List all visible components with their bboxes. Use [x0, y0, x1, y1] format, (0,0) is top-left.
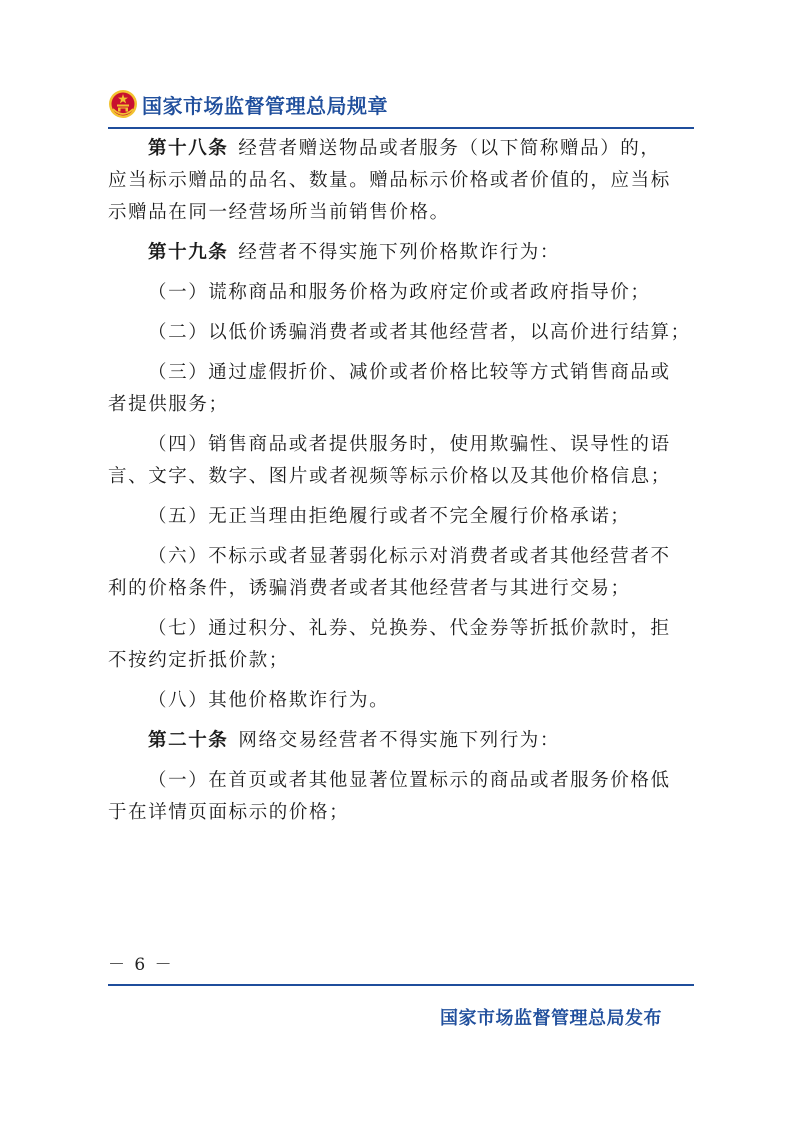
item-line: 利的价格条件，诱骗消费者或者其他经营者与其进行交易； [108, 578, 631, 599]
article-19-item-5 [108, 501, 696, 533]
article-text: 经营者赠送物品或者服务（以下简称赠品）的， [238, 138, 661, 159]
article-20-intro [108, 725, 696, 757]
article-label: 第二十条 [148, 730, 229, 751]
item-line: （七）通过积分、礼券、兑换券、代金券等折抵价款时，拒 [148, 618, 671, 639]
item-line: （一）在首页或者其他显著位置标示的商品或者服务价格低 [148, 770, 671, 791]
article-text: 经营者不得实施下列价格欺诈行为： [238, 242, 561, 263]
article-18-line: 应当标示赠品的品名、数量。赠品标示价格或者价值的，应当标 [108, 170, 671, 191]
article-19-item-3 [108, 357, 696, 421]
header-divider [108, 127, 694, 129]
item-line: （六）不标示或者显著弱化标示对消费者或者其他经营者不 [148, 546, 671, 567]
item-line: （八）其他价格欺诈行为。 [148, 690, 390, 711]
article-19-intro [108, 237, 696, 269]
item-line: （一）谎称商品和服务价格为政府定价或者政府指导价； [148, 282, 651, 303]
item-line: 者提供服务； [108, 394, 229, 415]
article-19-item-4 [108, 429, 696, 493]
article-text: 网络交易经营者不得实施下列行为： [238, 730, 561, 751]
article-19-item-6 [108, 541, 696, 605]
item-line: 不按约定折抵价款； [108, 650, 289, 671]
item-line: （四）销售商品或者提供服务时，使用欺骗性、误导性的语 [148, 434, 671, 455]
item-line: （三）通过虚假折价、减价或者价格比较等方式销售商品或 [148, 362, 671, 383]
footer-divider [108, 984, 694, 986]
document-body [108, 133, 696, 837]
article-20 [108, 725, 696, 757]
article-20-item-1 [108, 765, 696, 829]
national-emblem-icon [108, 89, 138, 119]
article-18-line: 示赠品在同一经营场所当前销售价格。 [108, 202, 450, 223]
article-18-line [108, 133, 696, 165]
item-line: （二）以低价诱骗消费者或者其他经营者，以高价进行结算； [148, 322, 691, 343]
footer-publisher: 国家市场监督管理总局发布 [440, 1008, 662, 1029]
page-number: － 6 － [108, 955, 174, 975]
item-line: 言、文字、数字、图片或者视频等标示价格以及其他价格信息； [108, 466, 671, 487]
page-header [108, 84, 388, 124]
article-label: 第十八条 [148, 138, 229, 159]
article-19-item-2 [108, 317, 696, 349]
article-19-item-7 [108, 613, 696, 677]
header-title: 国家市场监督管理总局规章 [142, 93, 388, 118]
article-18 [108, 133, 696, 229]
article-label: 第十九条 [148, 242, 229, 263]
article-19-item-8 [108, 685, 696, 717]
article-19 [108, 237, 696, 269]
item-line: 于在详情页面标示的价格； [108, 802, 350, 823]
article-19-item-1 [108, 277, 696, 309]
item-line: （五）无正当理由拒绝履行或者不完全履行价格承诺； [148, 506, 631, 527]
